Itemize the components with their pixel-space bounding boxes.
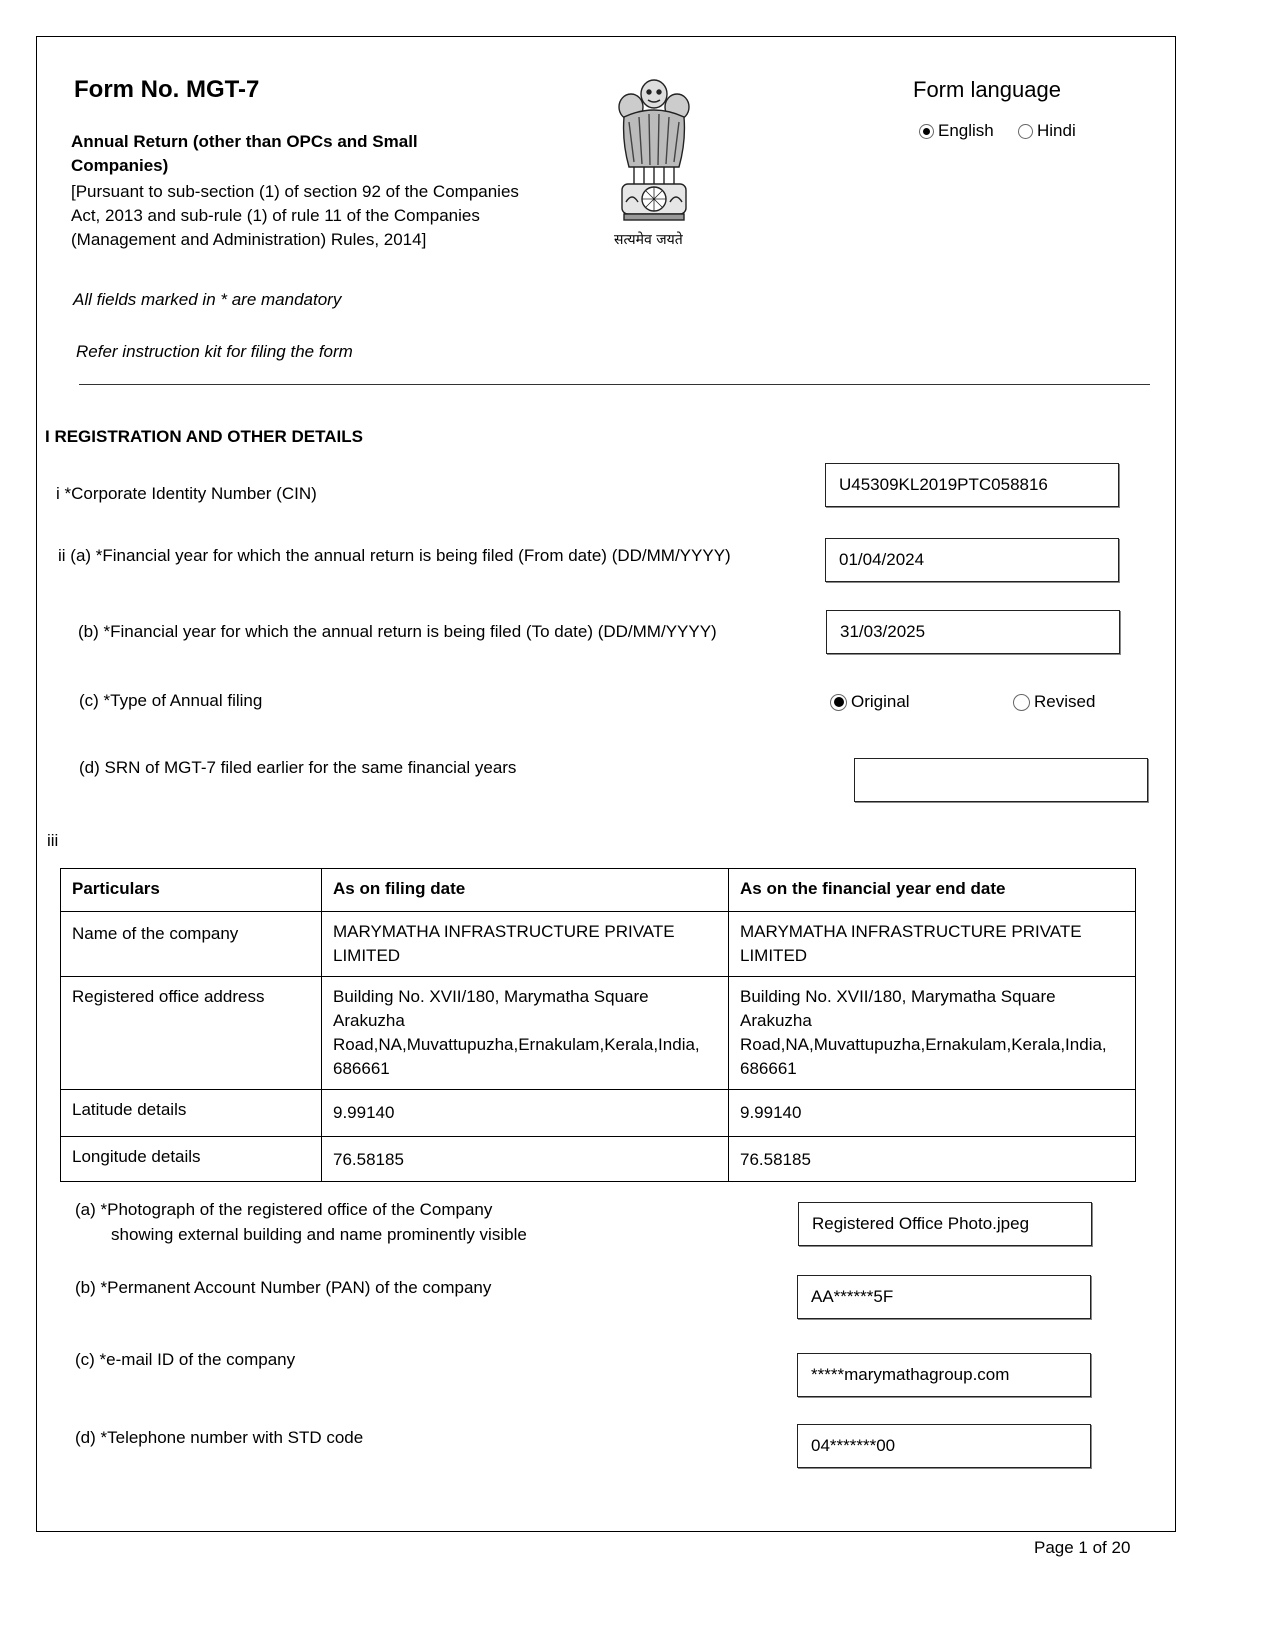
refer-instruction-note: Refer instruction kit for filing the form: [76, 342, 353, 361]
language-english-label: English: [938, 121, 994, 140]
telephone-input[interactable]: 04*******00: [797, 1424, 1091, 1468]
table-row: [61, 1137, 1136, 1182]
header-as-on-fy-end-date: As on the financial year end date: [729, 869, 1136, 912]
radio-unselected-icon: [1018, 124, 1033, 139]
email-input[interactable]: *****marymathagroup.com: [797, 1353, 1091, 1397]
filing-type-label: (c) *Type of Annual filing: [79, 691, 263, 710]
latitude-filing-date: 9.99140: [322, 1090, 729, 1137]
mandatory-note: All fields marked in * are mandatory: [73, 290, 342, 309]
longitude-fy-end: 76.58185: [729, 1137, 1136, 1182]
table-row: [61, 912, 1136, 977]
address-fy-end: Building No. XVII/180, Marymatha Square Arakuzha Road,NA,Muvattupuzha,Ernakulam,Kerala,India, 686661: [729, 977, 1136, 1090]
filing-revised-label: Revised: [1034, 692, 1096, 711]
page-number: Page 1 of 20: [1034, 1538, 1131, 1557]
header-as-on-filing-date: As on filing date: [322, 869, 729, 912]
form-language-title: Form language: [913, 77, 1061, 102]
form-title: Form No. MGT-7: [74, 76, 260, 103]
pan-label: (b) *Permanent Account Number (PAN) of the company: [75, 1278, 492, 1297]
section-title: I REGISTRATION AND OTHER DETAILS: [45, 427, 363, 446]
emblem-motto: सत्यमेव जयते: [614, 232, 683, 248]
header-divider: [79, 384, 1150, 385]
radio-selected-icon: [919, 124, 934, 139]
srn-label: (d) SRN of MGT-7 filed earlier for the same financial years: [79, 758, 517, 777]
table-header-row: [61, 869, 1136, 912]
fy-from-date-input[interactable]: 01/04/2024: [825, 538, 1119, 582]
fy-to-date-input[interactable]: 31/03/2025: [826, 610, 1120, 654]
radio-selected-icon: [830, 694, 847, 711]
filing-original-label: Original: [851, 692, 910, 711]
table-row: [61, 1090, 1136, 1137]
longitude-filing-date: 76.58185: [322, 1137, 729, 1182]
company-name-filing-date: MARYMATHA INFRASTRUCTURE PRIVATE LIMITED: [322, 912, 729, 977]
form-subtitle: Annual Return (other than OPCs and Small Companies): [71, 132, 418, 175]
pursuant-text: [Pursuant to sub-section (1) of section 92 of the Companies Act, 2013 and sub-rule (1) of rule 11 of the Companies (Management and Administration) Rules, 2014]: [71, 182, 519, 249]
filing-original-radio[interactable]: [830, 692, 910, 712]
telephone-label: (d) *Telephone number with STD code: [75, 1428, 364, 1447]
row-label: Longitude details: [61, 1137, 322, 1182]
email-label: (c) *e-mail ID of the company: [75, 1350, 296, 1369]
language-english-radio[interactable]: [919, 121, 994, 141]
latitude-fy-end: 9.99140: [729, 1090, 1136, 1137]
fy-to-label: (b) *Financial year for which the annual return is being filed (To date) (DD/MM/YYYY): [78, 622, 717, 641]
item-iii-label: iii: [47, 831, 59, 850]
table-row: [61, 977, 1136, 1090]
language-hindi-label: Hindi: [1037, 121, 1076, 140]
photo-label: (a) *Photograph of the registered office of the Company: [75, 1200, 493, 1219]
row-label: Name of the company: [61, 912, 322, 977]
header-particulars: Particulars: [61, 869, 322, 912]
fy-from-label: ii (a) *Financial year for which the annual return is being filed (From date) (DD/MM/YYYY): [58, 546, 731, 565]
address-filing-date: Building No. XVII/180, Marymatha Square Arakuzha Road,NA,Muvattupuzha,Ernakulam,Kerala,India, 686661: [322, 977, 729, 1090]
cin-label: i *Corporate Identity Number (CIN): [56, 484, 317, 503]
particulars-table: [60, 868, 1136, 1182]
pan-input[interactable]: AA******5F: [797, 1275, 1091, 1319]
row-label: Registered office address: [61, 977, 322, 1090]
filing-revised-radio[interactable]: [1013, 692, 1095, 712]
office-photo-attachment[interactable]: Registered Office Photo.jpeg: [798, 1202, 1092, 1246]
srn-input[interactable]: [854, 758, 1148, 802]
cin-input[interactable]: U45309KL2019PTC058816: [825, 463, 1119, 507]
row-label: Latitude details: [61, 1090, 322, 1137]
photo-label-line2: showing external building and name prominently visible: [111, 1225, 527, 1244]
language-hindi-radio[interactable]: [1018, 121, 1076, 141]
company-name-fy-end: MARYMATHA INFRASTRUCTURE PRIVATE LIMITED: [729, 912, 1136, 977]
radio-unselected-icon: [1013, 694, 1030, 711]
national-emblem-icon: [604, 72, 704, 250]
